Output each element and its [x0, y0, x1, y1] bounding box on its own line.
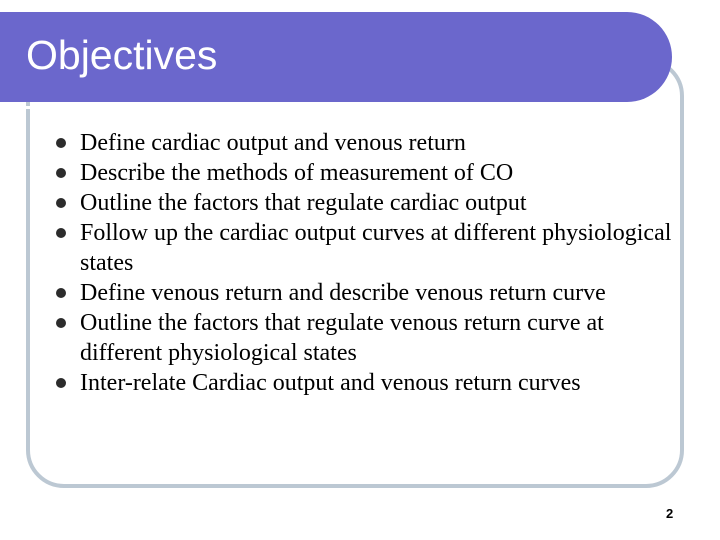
bullet-icon — [56, 198, 66, 208]
objective-text: Define venous return and describe venous return curve — [80, 280, 606, 306]
objective-item — [56, 368, 676, 398]
slide-title: Objectives — [26, 32, 218, 78]
objective-text: Outline the factors that regulate venous return curve at different physiological states — [80, 310, 604, 366]
objective-item — [56, 128, 676, 158]
objective-text: Describe the methods of measurement of CO — [80, 160, 514, 186]
objectives-list — [56, 128, 676, 398]
bullet-icon — [56, 318, 66, 328]
objective-text: Inter-relate Cardiac output and venous return curves — [80, 370, 581, 396]
bullet-icon — [56, 138, 66, 148]
objective-item — [56, 158, 676, 188]
objective-item — [56, 308, 676, 368]
bullet-icon — [56, 228, 66, 238]
page-number: 2 — [666, 506, 674, 521]
objective-text: Outline the factors that regulate cardiac output — [80, 190, 527, 216]
bullet-icon — [56, 168, 66, 178]
objective-item — [56, 188, 676, 218]
bullet-icon — [56, 288, 66, 298]
title-underline — [0, 106, 638, 109]
objective-item — [56, 278, 676, 308]
objective-text: Define cardiac output and venous return — [80, 130, 466, 156]
objective-item — [56, 218, 676, 278]
objective-text: Follow up the cardiac output curves at different physiological states — [80, 220, 672, 276]
bullet-icon — [56, 378, 66, 388]
